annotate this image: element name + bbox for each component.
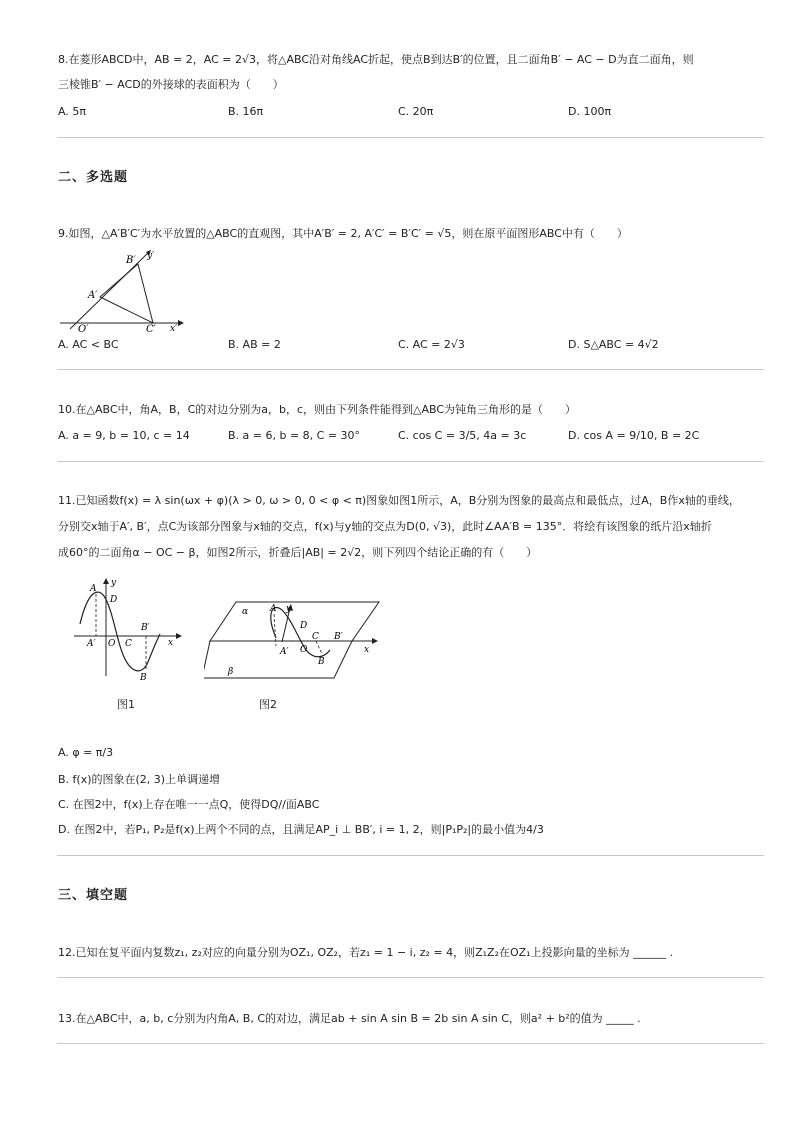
q9-line1: 9.如图，△A′B′C′为水平放置的△ABC的直观图，其中A′B′ = 2, A′C′ = B′C′ = √5，则在原平面图形ABC中有（ ）	[58, 227, 628, 240]
q11-option-b: B. f(x)的图象在(2, 3)上单调递增	[58, 773, 221, 786]
divider	[57, 137, 764, 138]
fig2-label-b-prime: B′	[334, 632, 343, 642]
fig1-label-b: B	[140, 673, 147, 683]
q8-option-d: D. 100π	[568, 105, 612, 118]
q11-figure-1-caption: 图1	[117, 698, 135, 711]
fig1-label-b-prime: B′	[141, 623, 150, 633]
q9-figure-oblique-triangle	[58, 247, 188, 332]
fig2-label-c: C	[312, 632, 319, 642]
q9-label-y: y′	[147, 251, 155, 261]
fig1-label-a: A	[90, 584, 97, 594]
divider	[57, 855, 764, 856]
q10-option-d: D. cos A = 9/10, B = 2C	[568, 429, 700, 442]
fig1-label-d: D	[110, 595, 118, 605]
divider	[57, 369, 764, 370]
q9-option-c: C. AC = 2√3	[398, 338, 465, 351]
q8-option-c: C. 20π	[398, 105, 434, 118]
q11-option-c: C. 在图2中，f(x)上存在唯一一点Q，使得DQ//面ABC	[58, 798, 320, 811]
fig1-label-o: O	[108, 639, 116, 649]
q8-option-a: A. 5π	[58, 105, 86, 118]
divider	[57, 1043, 764, 1044]
q11-line1: 11.已知函数f(x) = λ sin(ωx + φ)(λ > 0, ω > 0, 0 < φ < π)图象如图1所示，A，B分别为图象的最高点和最低点，过A，B作x轴的垂线，	[58, 494, 740, 507]
q11-figure-2-folded-planes	[204, 594, 384, 684]
q11-line3: 成60°的二面角α − OC − β，如图2所示，折叠后|AB| = 2√2，则下列四个结论正确的有（ ）	[58, 546, 538, 559]
q9-label-c: C′	[146, 324, 156, 332]
q9-label-a: A′	[88, 290, 98, 301]
q11-option-d: D. 在图2中，若P₁, P₂是f(x)上两个不同的点，且满足AP_i ⊥ BB′, i = 1, 2，则|P₁P₂|的最小值为4/3	[58, 823, 544, 836]
fig1-label-a-prime: A′	[87, 639, 96, 649]
fig2-label-b: B	[318, 657, 325, 667]
q13-line1: 13.在△ABC中，a, b, c分别为内角A, B, C的对边，满足ab + sin A sin B = 2b sin A sin C，则a² + b²的值为 _____ .	[58, 1012, 641, 1025]
q9-label-o: O′	[78, 324, 89, 332]
q9-label-x: x′	[170, 324, 178, 332]
fig1-label-y: y	[111, 578, 117, 588]
fig2-label-y: y	[286, 604, 292, 614]
fig1-label-x: x	[168, 638, 174, 648]
q11-line2: 分别交x轴于A′, B′，点C为该部分图象与x轴的交点，f(x)与y轴的交点为D(0, √3)，此时∠AA′B = 135°．将绘有该图象的纸片沿x轴折	[58, 520, 712, 533]
q10-option-c: C. cos C = 3/5, 4a = 3c	[398, 429, 527, 442]
q9-option-d: D. S△ABC = 4√2	[568, 338, 659, 351]
q9-label-b: B′	[126, 255, 136, 266]
q10-option-a: A. a = 9, b = 10, c = 14	[58, 429, 190, 442]
q10-line1: 10.在△ABC中，角A，B，C的对边分别为a，b，c，则由下列条件能得到△ABC为钝角三角形的是（ ）	[58, 403, 577, 416]
fig2-label-x: x	[364, 645, 370, 655]
fig2-label-alpha: α	[242, 607, 249, 617]
q9-option-b: B. AB = 2	[228, 338, 281, 351]
q9-option-a: A. AC < BC	[58, 338, 119, 351]
q12-line1: 12.已知在复平面内复数z₁, z₂对应的向量分别为OZ₁, OZ₂，若z₁ = 1 − i, z₂ = 4，则Z₁Z₂在OZ₁上投影向量的坐标为 ______ .	[58, 946, 674, 959]
q8-option-b: B. 16π	[228, 105, 264, 118]
section-title-fill-blank: 三、填空题	[58, 888, 129, 903]
fig2-label-a: A	[270, 604, 277, 614]
divider	[57, 977, 764, 978]
q8-line1: 8.在菱形ABCD中，AB = 2，AC = 2√3，将△ABC沿对角线AC折起，使点B到达B′的位置，且二面角B′ − AC − D为直二面角，则	[58, 53, 694, 66]
fig1-label-c: C	[125, 639, 132, 649]
q10-option-b: B. a = 6, b = 8, C = 30°	[228, 429, 361, 442]
fig2-label-d: D	[300, 621, 308, 631]
q11-figure-2-caption: 图2	[259, 698, 277, 711]
q8-line2: 三棱锥B′ − ACD的外接球的表面积为（ ）	[58, 78, 284, 91]
q11-figure-1-sine-graph	[70, 576, 185, 686]
fig2-label-beta: β	[228, 667, 234, 677]
section-title-multi-choice: 二、多选题	[58, 170, 129, 185]
divider	[57, 461, 764, 462]
fig2-label-a-prime: A′	[280, 647, 289, 657]
fig2-label-o: O	[300, 645, 308, 655]
q11-option-a: A. φ = π/3	[58, 746, 114, 759]
